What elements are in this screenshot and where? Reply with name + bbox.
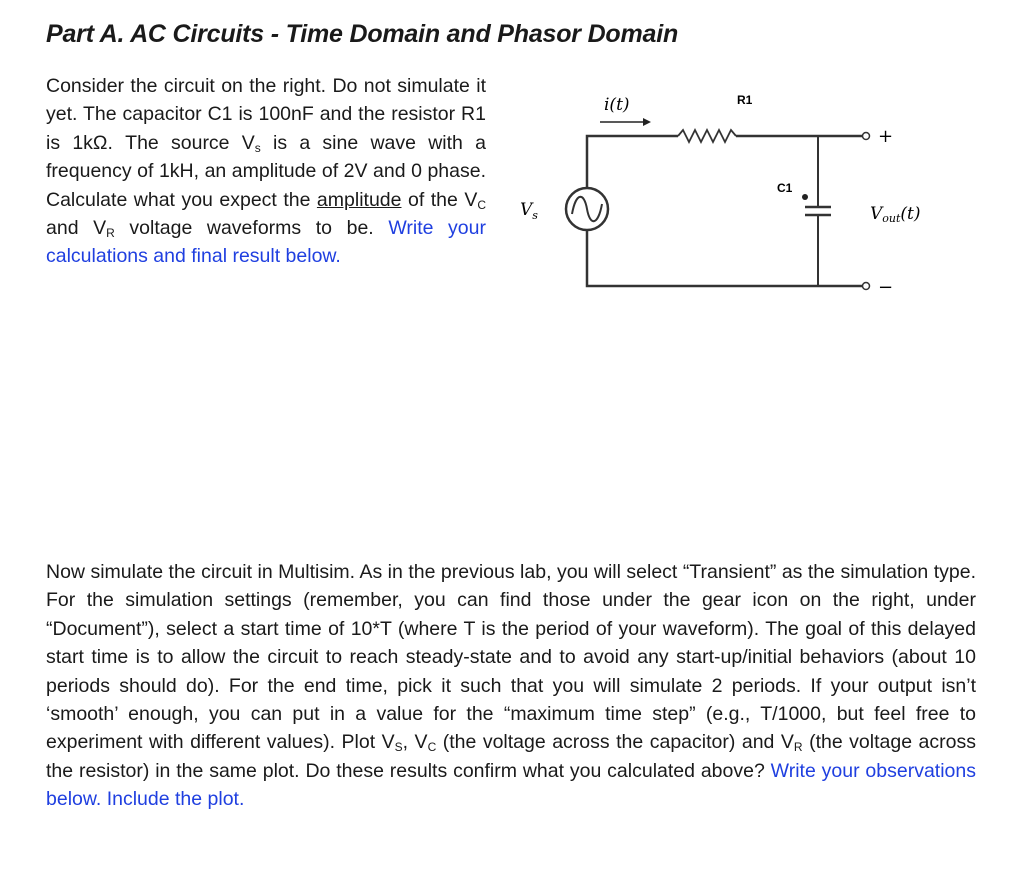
p1-text-4: and V: [46, 217, 107, 240]
section-title: Part A. AC Circuits - Time Domain and Phasor Domain: [46, 20, 679, 48]
p1-text-5: voltage waveforms to be.: [114, 217, 389, 240]
p1-sub-c: C: [477, 197, 486, 212]
amplitude-underlined: amplitude: [316, 188, 402, 211]
p1-instruction: Write your calculations and final result below.: [46, 217, 486, 268]
rc-circuit-diagram: [500, 80, 970, 300]
capacitor-dot: [802, 194, 808, 200]
source-label: $V_s$: [520, 200, 538, 222]
problem-paragraph: [46, 72, 486, 271]
terminal-minus: [863, 283, 870, 290]
wire-bottom: [587, 230, 862, 286]
simulation-paragraph: [46, 558, 976, 814]
p1-sub-r: R: [106, 226, 115, 241]
plus-label: +: [878, 126, 894, 147]
p1-text-3: of the V: [401, 188, 478, 211]
terminal-plus: [863, 133, 870, 140]
minus-label: −: [878, 277, 894, 298]
current-arrow-head: [643, 118, 651, 126]
p2-sub-r: R: [793, 740, 803, 755]
vout-label: Vout(t): [870, 204, 921, 225]
p2-text-3: (the voltage across the capacitor) and V: [436, 731, 794, 754]
resistor-r1: [678, 130, 736, 142]
current-label: i(t): [604, 95, 630, 115]
p1-text-2: is a sine wave with a frequency of 1kH, an amplitude of 2V and 0 phase. Calculate what you expect the: [46, 131, 486, 211]
p2-text-2: , V: [402, 731, 428, 754]
wire-top-left: [587, 136, 678, 188]
p2-sub-c: C: [427, 740, 437, 755]
p1-sub-s: s: [254, 140, 261, 155]
p1-text-1: Consider the circuit on the right. Do not simulate it yet. The capacitor C1 is 100nF and the resistor R1 is 1kΩ. The source V: [46, 75, 486, 154]
resistor-label: R1: [737, 93, 753, 107]
p2-text-4: (the voltage across the resistor) in the same plot. Do these results confirm what you calculated above?: [46, 731, 976, 782]
p2-sub-s: S: [394, 740, 403, 755]
capacitor-label: C1: [777, 181, 793, 195]
p2-instruction: Write your observations below. Include the plot.: [46, 759, 976, 811]
p2-text-1: Now simulate the circuit in Multisim. As in the previous lab, you will select “Transient” as the simulation type. For the simulation settings (remember, you can find those under the gear icon on the right, under “Document”), select a start time of 10*T (where T is the period of your waveform). The goal of this delayed start time is to allow the circuit to reach steady-state and to avoid any start-up/initial behaviors (about 10 periods should do). For the end time, pick it such that you will simulate 2 periods. If your output isn’t ‘smooth’ enough, you can put in a value for the “maximum time step” (e.g., T/1000, but feel free to experiment with different values). Plot V: [46, 561, 976, 754]
